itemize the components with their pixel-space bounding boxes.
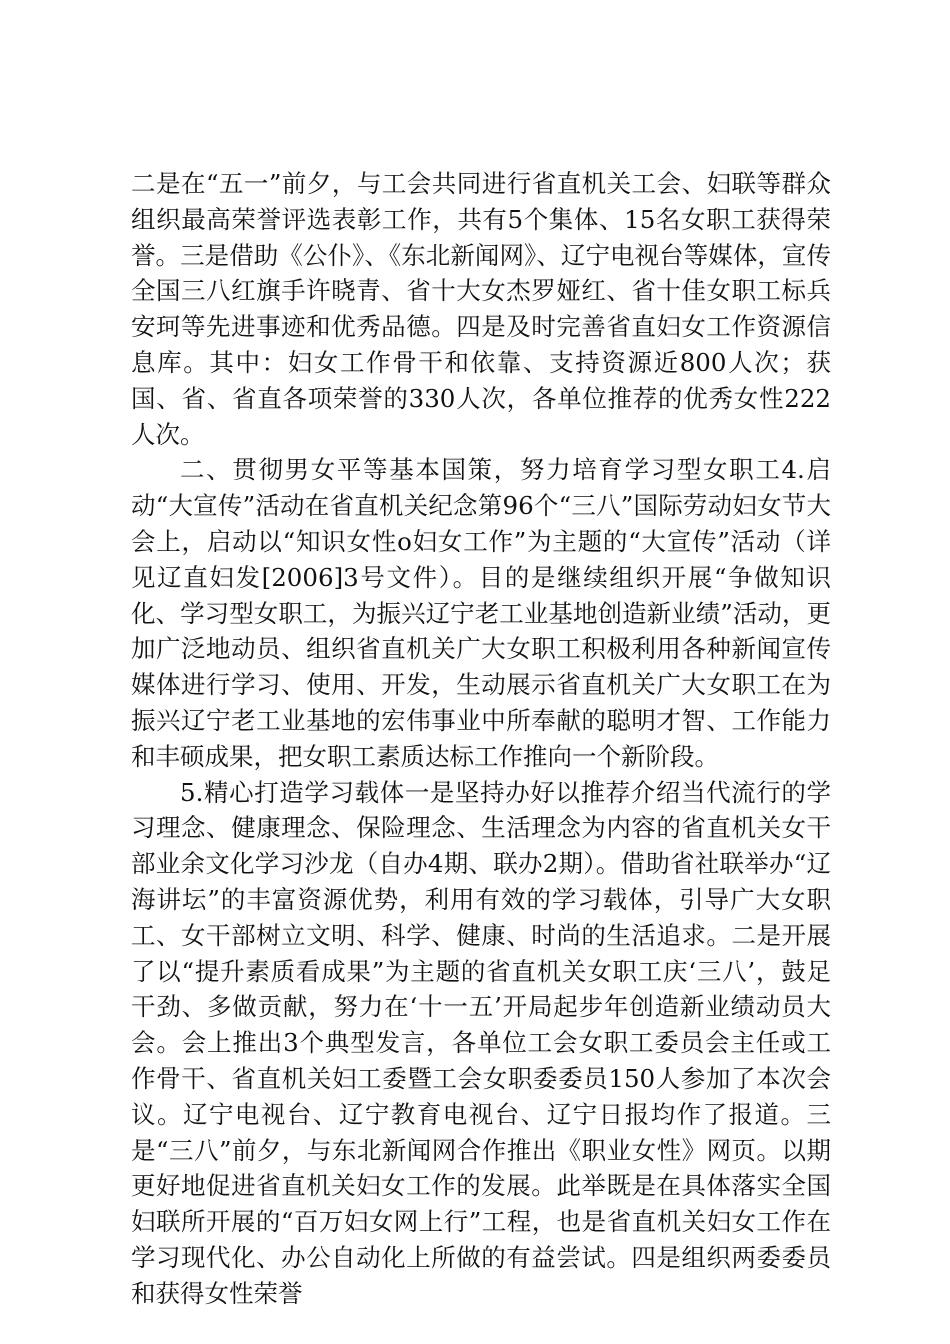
paragraph-3: 5.精心打造学习载体一是坚持办好以推荐介绍当代流行的学习理念、健康理念、保险理念、生活理念为内容的省直机关女干部业余文化学习沙龙（自办4期、联办2期）。借助省社联举办“辽海讲坛”的丰富资源优势，利用有效的学习载体，引导广大女职工、女干部树立文明、科学、健康、时尚的生活追求。二是开展了以“提升素质看成果”为主题的省直机关女职工庆‘三八’，鼓足干劲、多做贡献，努力在‘十一五’开局起步年创造新业绩动员大会。会上推出3个典型发言，各单位工会女职工委员会主任或工作骨干、省直机关妇工委暨工会女职委委员150人参加了本次会议。辽宁电视台、辽宁教育电视台、辽宁日报均作了报道。三是“三八”前夕，与东北新闻网合作推出《职业女性》网页。以期更好地促进省直机关妇女工作的发展。此举既是在具体落实全国妇联所开展的“百万妇女网上行”工程，也是省直机关妇女工作在学习现代化、办公自动化上所做的有益尝试。四是组织两委委员和获得女性荣誉 — [131, 777, 831, 1308]
document-body — [131, 166, 831, 1312]
paragraph-2: 二、贯彻男女平等基本国策，努力培育学习型女职工4.启动“大宣传”活动在省直机关纪念第96个“三八”国际劳动妇女节大会上，启动以“知识女性o妇女工作”为主题的“大宣传”活动（详见辽直妇发[2006]3号文件）。目的是继续组织开展“争做知识化、学习型女职工，为振兴辽宁老工业基地创造新业绩”活动，更加广泛地动员、组织省直机关广大女职工积极利用各种新闻宣传媒体进行学习、使用、开发，生动展示省直机关广大女职工在为振兴辽宁老工业基地的宏伟事业中所奉献的聪明才智、工作能力和丰硕成果，把女职工素质达标工作推向一个新阶段。 — [131, 455, 831, 771]
paragraph-1: 二是在“五一”前夕，与工会共同进行省直机关工会、妇联等群众组织最高荣誉评选表彰工作，共有5个集体、15名女职工获得荣誉。三是借助《公仆》、《东北新闻网》、辽宁电视台等媒体，宣传全国三八红旗手许晓青、省十大女杰罗娅红、省十佳女职工标兵安珂等先进事迹和优秀品德。四是及时完善省直妇女工作资源信息库。其中：妇女工作骨干和依靠、支持资源近800人次；获国、省、省直各项荣誉的330人次，各单位推荐的优秀女性222人次。 — [131, 169, 831, 449]
